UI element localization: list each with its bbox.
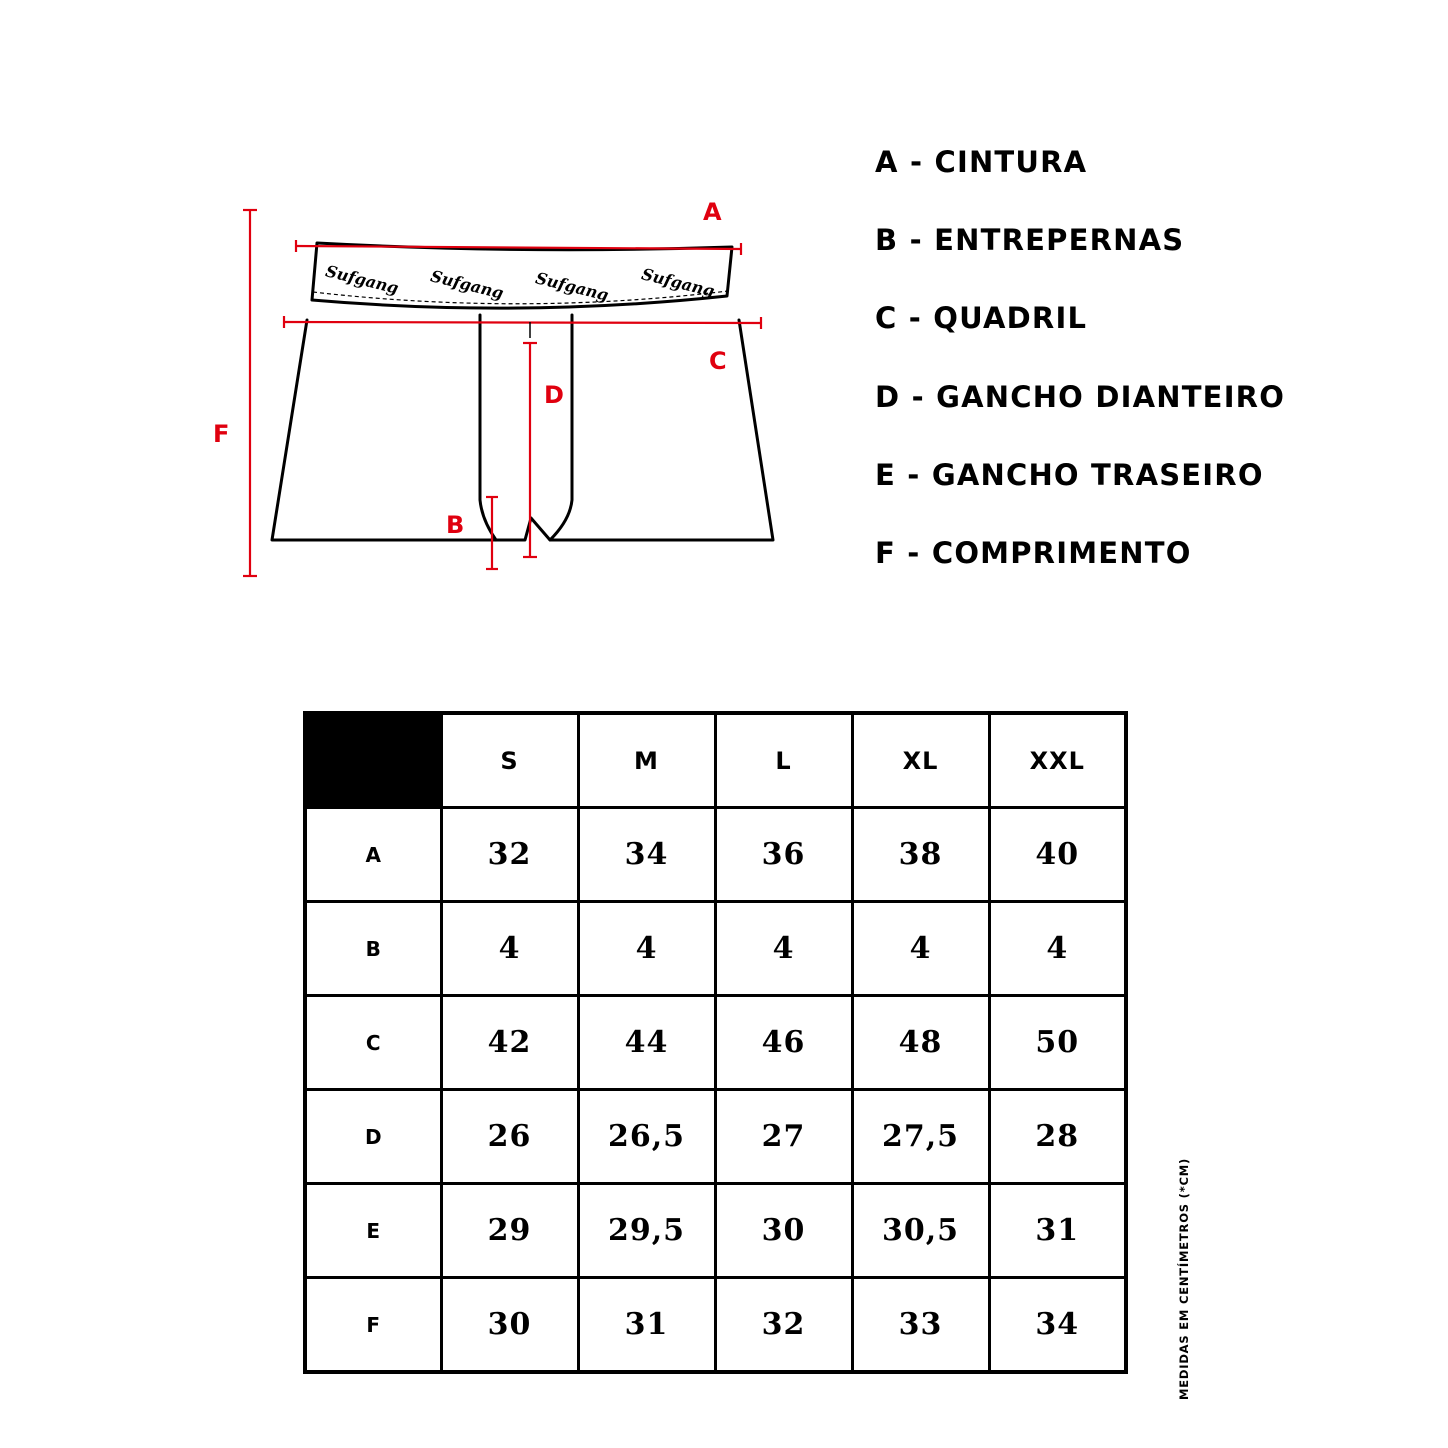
measurement-cell: 26 — [441, 1090, 578, 1184]
legend-item-c: C - QUADRIL — [875, 301, 1088, 336]
measurement-cell: 4 — [578, 902, 715, 996]
measurement-legend — [875, 140, 1285, 609]
size-header-row — [305, 713, 1126, 808]
measurement-cell: 32 — [715, 1278, 852, 1373]
marker-a: A — [703, 198, 722, 226]
waistband-logo-4: Sufgang — [639, 264, 717, 301]
size-header-m: M — [578, 713, 715, 808]
measurement-cell: 30 — [715, 1184, 852, 1278]
waistband-logo-2: Sufgang — [428, 266, 506, 303]
measurement-cell: 27,5 — [852, 1090, 989, 1184]
row-label: F — [305, 1278, 441, 1373]
legend-item-a: A - CINTURA — [875, 145, 1088, 179]
row-label: D — [305, 1090, 441, 1184]
measurement-cell: 46 — [715, 996, 852, 1090]
measurement-cell: 29,5 — [578, 1184, 715, 1278]
measurement-cell: 32 — [441, 808, 578, 902]
measurement-cell: 36 — [715, 808, 852, 902]
table-row — [305, 996, 1126, 1090]
marker-f: F — [213, 420, 230, 448]
size-header-l: L — [715, 713, 852, 808]
waistband-logo-3: Sufgang — [533, 268, 611, 305]
table-row — [305, 808, 1126, 902]
measurement-cell: 4 — [989, 902, 1126, 996]
measurement-cell: 31 — [578, 1278, 715, 1373]
marker-d: D — [544, 381, 564, 409]
measurement-cell: 34 — [989, 1278, 1126, 1373]
legend-item-b: B - ENTREPERNAS — [875, 223, 1185, 258]
measurement-cell: 42 — [441, 996, 578, 1090]
table-row — [305, 902, 1126, 996]
table-row — [305, 1184, 1126, 1278]
row-label: B — [305, 902, 441, 996]
marker-c: C — [709, 347, 727, 375]
legend-item-f: F - COMPRIMENTO — [875, 535, 1192, 570]
measurement-cell: 26,5 — [578, 1090, 715, 1184]
size-table-body — [305, 713, 1126, 1372]
measurement-cell: 28 — [989, 1090, 1126, 1184]
table-corner — [305, 713, 441, 808]
size-header-s: S — [441, 713, 578, 808]
measurement-cell: 29 — [441, 1184, 578, 1278]
table-row — [305, 1278, 1126, 1373]
size-header-xl: XL — [852, 713, 989, 808]
measurement-cell: 4 — [852, 902, 989, 996]
measurement-cell: 4 — [441, 902, 578, 996]
measurement-cell: 44 — [578, 996, 715, 1090]
row-label: C — [305, 996, 441, 1090]
units-footnote: MEDIDAS EM CENTÍMETROS (*CM) — [1177, 1157, 1191, 1400]
measurement-cell: 4 — [715, 902, 852, 996]
measurement-cell: 40 — [989, 808, 1126, 902]
measurement-cell: 27 — [715, 1090, 852, 1184]
waistband-logo-1: Sufgang — [323, 261, 401, 298]
size-table — [303, 711, 1128, 1374]
legend-item-d: D - GANCHO DIANTEIRO — [875, 379, 1286, 414]
measurement-cell: 38 — [852, 808, 989, 902]
table-row — [305, 1090, 1126, 1184]
measurement-cell: 31 — [989, 1184, 1126, 1278]
row-label: E — [305, 1184, 441, 1278]
size-header-xxl: XXL — [989, 713, 1126, 808]
marker-b: B — [446, 511, 465, 539]
measurement-cell: 30 — [441, 1278, 578, 1373]
measurement-cell: 33 — [852, 1278, 989, 1373]
measurement-cell: 30,5 — [852, 1184, 989, 1278]
row-label: A — [305, 808, 441, 902]
measurement-cell: 48 — [852, 996, 989, 1090]
measurement-cell: 50 — [989, 996, 1126, 1090]
legend-item-e: E - GANCHO TRASEIRO — [875, 457, 1264, 492]
measurement-cell: 34 — [578, 808, 715, 902]
